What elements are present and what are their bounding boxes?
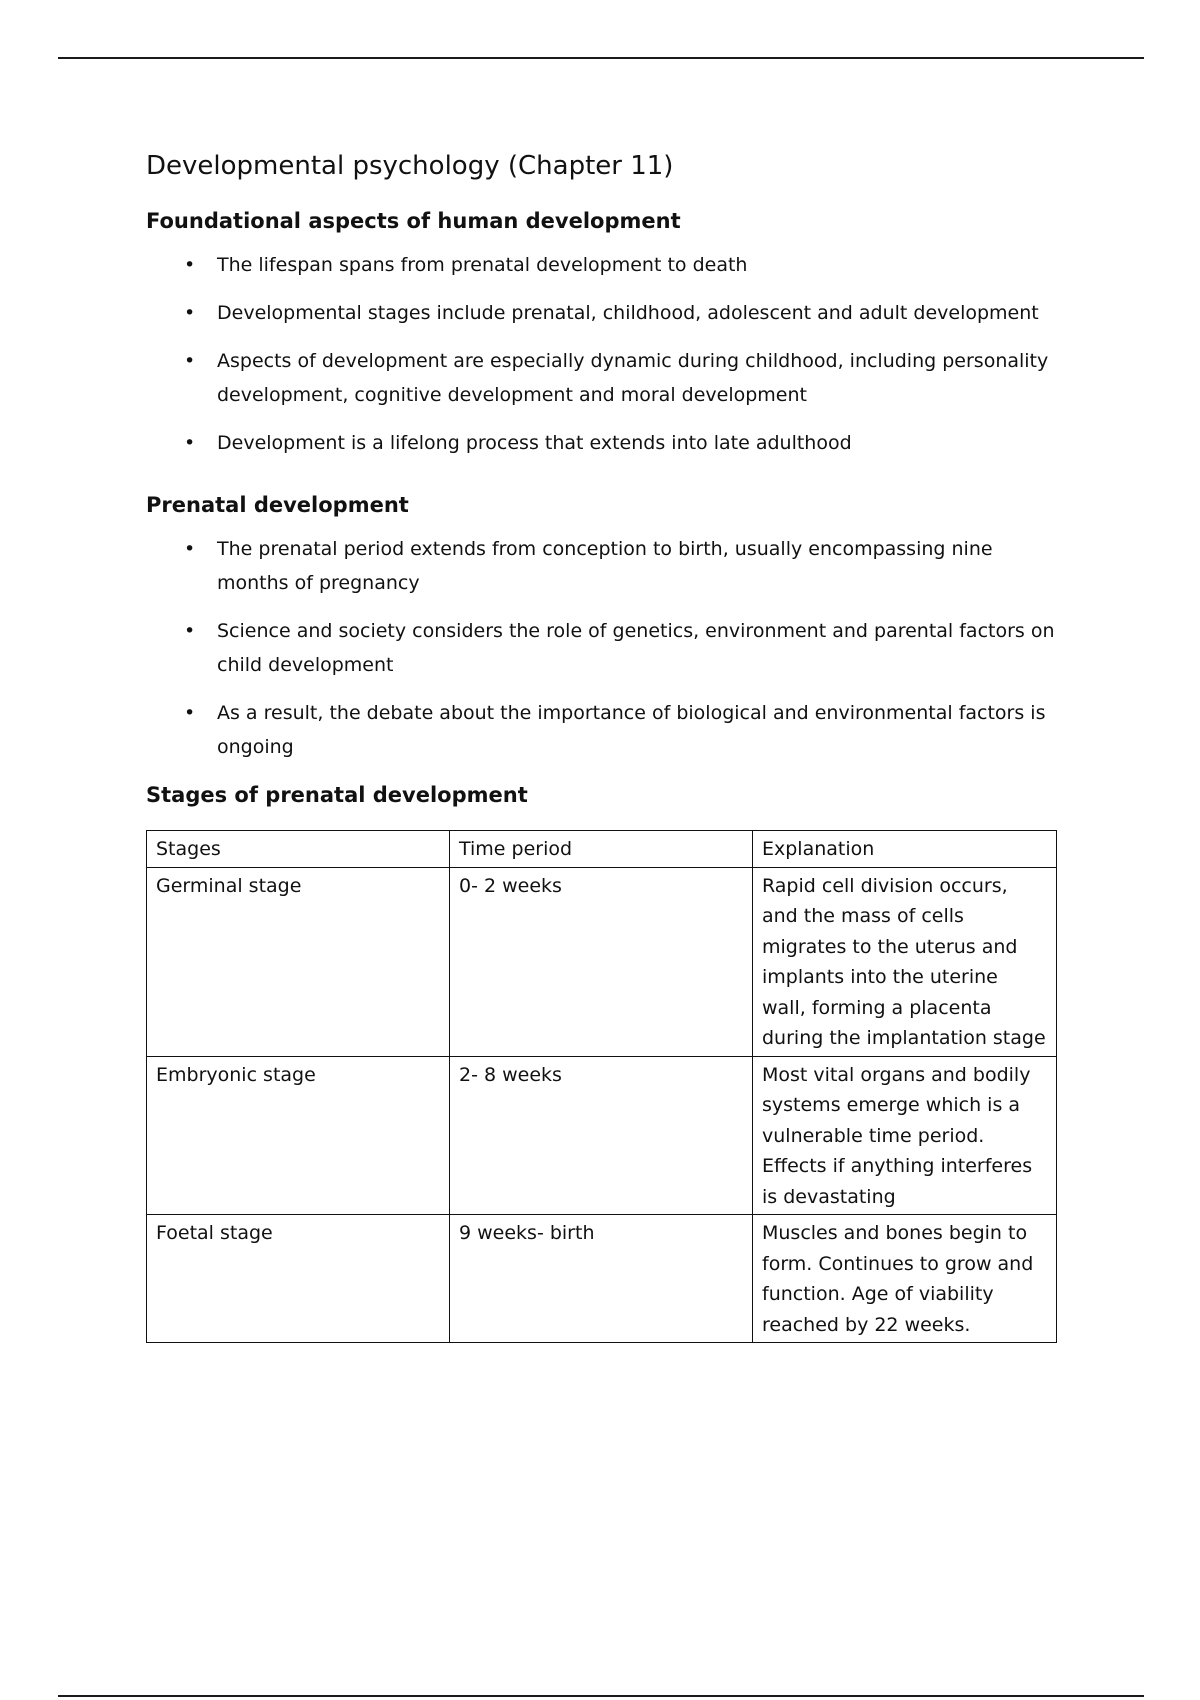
table-row (147, 1056, 1057, 1215)
list-item-text: The prenatal period extends from conception to birth, usually encompassing nine months of pregnancy (217, 538, 993, 594)
top-rule (58, 57, 1144, 59)
page-title: Developmental psychology (Chapter 11) (146, 151, 674, 181)
column-header-time-period: Time period (450, 831, 753, 868)
table-header-row (147, 831, 1057, 868)
list-item-text: Development is a lifelong process that extends into late adulthood (217, 432, 852, 454)
bullet-icon: • (184, 538, 196, 560)
bullet-icon: • (184, 350, 196, 372)
table-cell: 9 weeks- birth (450, 1215, 753, 1343)
document-body (146, 146, 1066, 1343)
table-cell: Muscles and bones begin to form. Continues to grow and function. Age of viability reached by 22 weeks. (753, 1215, 1057, 1343)
bullet-icon: • (184, 432, 196, 454)
list-item-text: Developmental stages include prenatal, childhood, adolescent and adult development (217, 302, 1039, 324)
column-header-stages: Stages (147, 831, 450, 868)
list-item (146, 696, 1066, 764)
list-item (146, 426, 1066, 460)
bullet-icon: • (184, 302, 196, 324)
table-cell: Most vital organs and bodily systems emerge which is a vulnerable time period. Effects if anything interferes is devastating (753, 1056, 1057, 1215)
bullet-icon: • (184, 702, 196, 724)
table-cell: Foetal stage (147, 1215, 450, 1343)
section-heading-prenatal: Prenatal development (146, 493, 409, 517)
list-item (146, 296, 1066, 330)
table-cell: Rapid cell division occurs, and the mass of cells migrates to the uterus and implants into the uterine wall, forming a placenta during the implantation stage (753, 867, 1057, 1056)
list-item-text: Science and society considers the role of genetics, environment and parental factors on child development (217, 620, 1055, 676)
stages-table (146, 830, 1057, 1343)
list-item (146, 532, 1066, 600)
bullet-list-foundational (146, 248, 1066, 460)
column-header-explanation: Explanation (753, 831, 1057, 868)
section-heading-stages: Stages of prenatal development (146, 783, 528, 807)
bullet-icon: • (184, 254, 196, 276)
table-row (147, 867, 1057, 1056)
bullet-icon: • (184, 620, 196, 642)
bullet-list-prenatal (146, 532, 1066, 764)
list-item (146, 248, 1066, 282)
table-cell: Embryonic stage (147, 1056, 450, 1215)
table-cell: 2- 8 weeks (450, 1056, 753, 1215)
section-heading-foundational: Foundational aspects of human development (146, 209, 681, 233)
list-item (146, 344, 1066, 412)
bottom-rule (58, 1695, 1144, 1697)
list-item-text: The lifespan spans from prenatal development to death (217, 254, 748, 276)
table-cell: Germinal stage (147, 867, 450, 1056)
table-row (147, 1215, 1057, 1343)
list-item (146, 614, 1066, 682)
list-item-text: Aspects of development are especially dynamic during childhood, including personality development, cognitive development and moral development (217, 350, 1049, 406)
list-item-text: As a result, the debate about the importance of biological and environmental factors is ongoing (217, 702, 1046, 758)
table-cell: 0- 2 weeks (450, 867, 753, 1056)
